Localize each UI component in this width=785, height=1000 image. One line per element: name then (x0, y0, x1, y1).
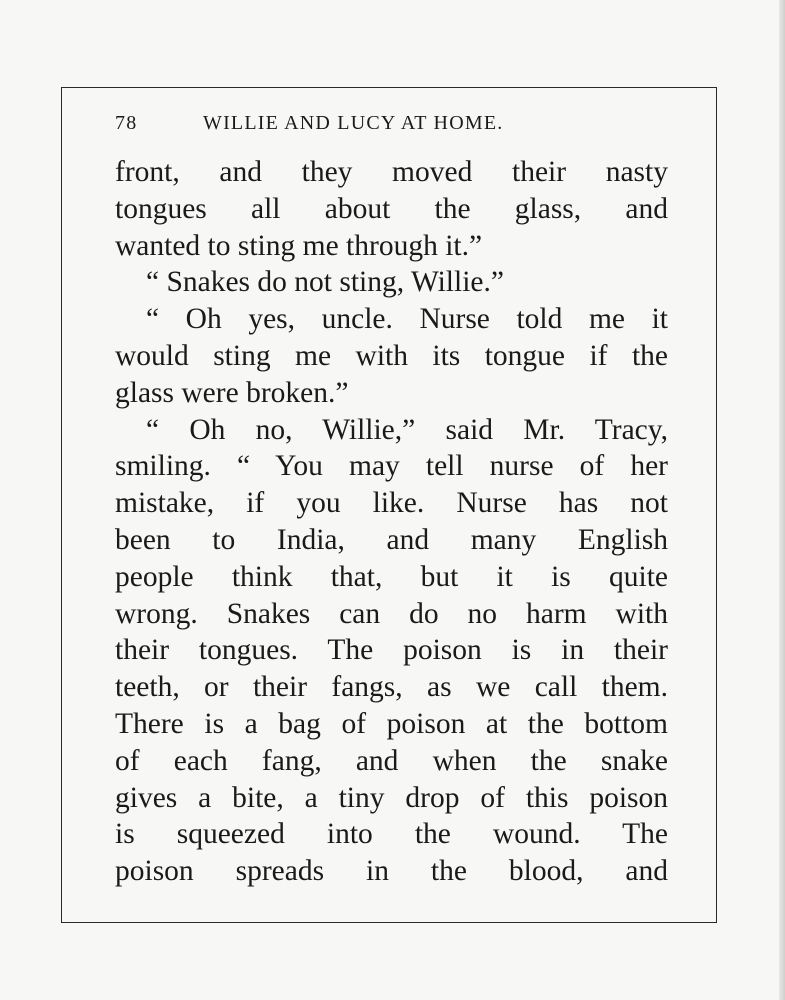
text-line: their tongues. The poison is in their (115, 634, 668, 667)
text-line: smiling. “ You may tell nurse of her (115, 450, 668, 483)
running-title: WILLIE AND LUCY AT HOME. (203, 112, 504, 134)
text-line: gives a bite, a tiny drop of this poison (115, 781, 668, 814)
text-line: been to India, and many English (115, 523, 668, 556)
text-line: of each fang, and when the snake (115, 744, 668, 777)
text-line: “ Snakes do not sting, Willie.” (146, 266, 504, 299)
text-line: poison spreads in the blood, and (115, 855, 668, 888)
text-line: teeth, or their fangs, as we call them. (115, 671, 668, 704)
text-line: “ Oh yes, uncle. Nurse told me it (146, 303, 668, 336)
text-line: There is a bag of poison at the bottom (115, 707, 668, 740)
text-line: tongues all about the glass, and (115, 192, 668, 225)
page-edge (779, 0, 785, 1000)
running-header (115, 112, 670, 142)
body-text (115, 154, 668, 890)
page-number: 78 (115, 112, 138, 134)
text-line: “ Oh no, Willie,” said Mr. Tracy, (146, 413, 668, 446)
text-line: would sting me with its tongue if the (115, 339, 668, 372)
text-line: front, and they moved their nasty (115, 156, 668, 188)
text-line: wanted to sting me through it.” (115, 229, 483, 262)
text-line: wrong. Snakes can do no harm with (115, 597, 668, 630)
text-line: glass were broken.” (115, 376, 349, 409)
text-line: people think that, but it is quite (115, 560, 668, 593)
text-line: mistake, if you like. Nurse has not (115, 487, 668, 520)
text-line: is squeezed into the wound. The (115, 818, 668, 851)
